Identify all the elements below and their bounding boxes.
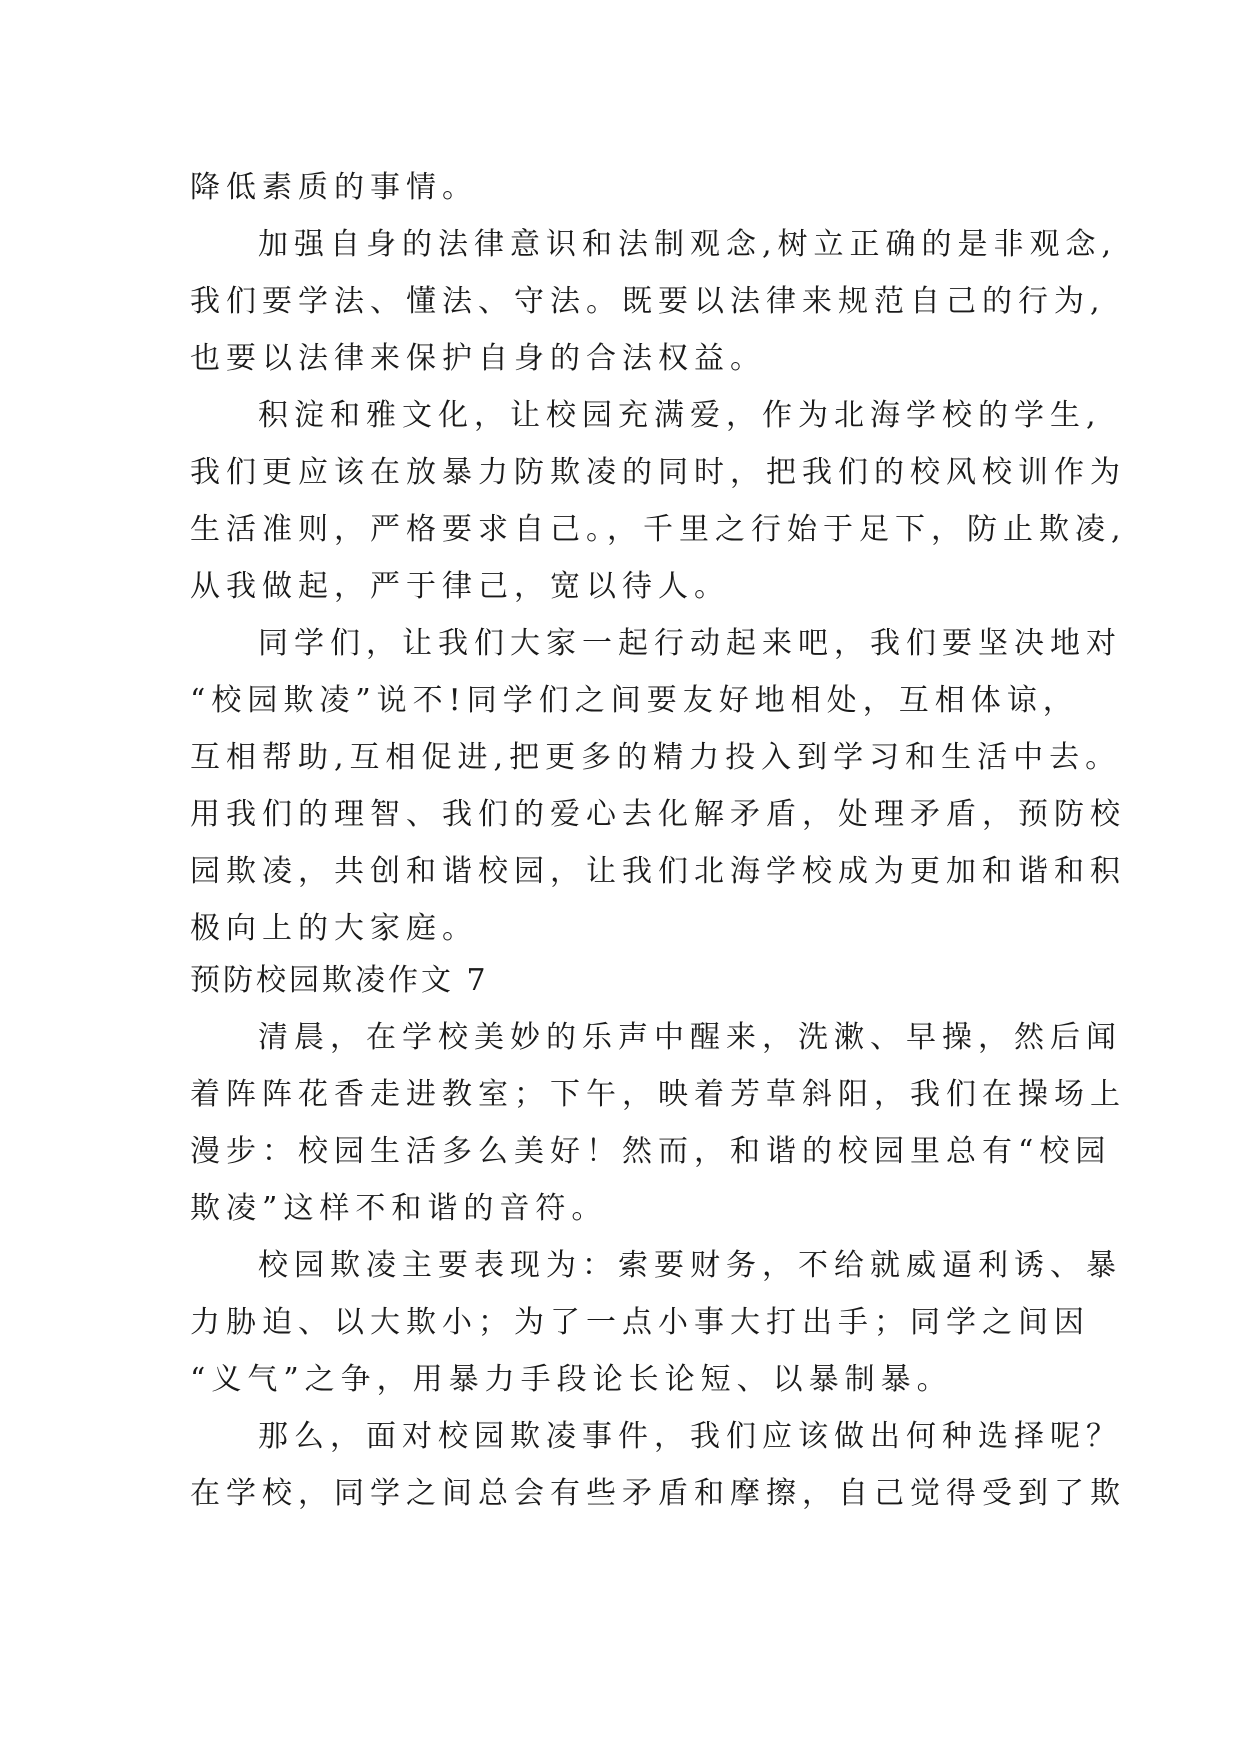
paragraph-first-line: 同学们，让我们大家一起行动起来吧，我们要坚决地对 [258, 626, 1122, 661]
text-line: 园欺凌，共创和谐校园，让我们北海学校成为更加和谐和积 [190, 854, 1126, 889]
paragraph-first-line: 清晨，在学校美妙的乐声中醒来，洗漱、早操，然后闻 [258, 1020, 1122, 1055]
paragraph-first-line: 积淀和雅文化，让校园充满爱，作为北海学校的学生, [258, 398, 1102, 433]
text-line: 在学校，同学之间总会有些矛盾和摩擦，自己觉得受到了欺 [190, 1476, 1126, 1511]
text-line: 用我们的理智、我们的爱心去化解矛盾，处理矛盾，预防校 [190, 797, 1126, 832]
text-line: 降低素质的事情。 [190, 170, 478, 205]
text-line: 着阵阵花香走进教室；下午，映着芳草斜阳，我们在操场上 [190, 1077, 1126, 1112]
section-heading: 预防校园欺凌作文 7 [190, 963, 489, 998]
paragraph-first-line: 那么，面对校园欺凌事件，我们应该做出何种选择呢？ [258, 1419, 1122, 1454]
text-line: 也要以法律来保护自身的合法权益。 [190, 341, 766, 376]
text-line: 欺凌”这样不和谐的音符。 [190, 1191, 608, 1226]
text-line: 互相帮助,互相促进,把更多的精力投入到学习和生活中去。 [190, 740, 1122, 775]
paragraph-first-line: 加强自身的法律意识和法制观念,树立正确的是非观念, [258, 227, 1118, 262]
text-line: 力胁迫、以大欺小；为了一点小事大打出手；同学之间因 [190, 1305, 1090, 1340]
text-line: “义气”之争，用暴力手段论长论短、以暴制暴。 [190, 1362, 953, 1397]
text-line: 生活准则，严格要求自己。，千里之行始于足下，防止欺凌, [190, 512, 1127, 547]
paragraph-first-line: 校园欺凌主要表现为：索要财务，不给就威逼利诱、暴 [258, 1248, 1122, 1283]
text-line: 极向上的大家庭。 [190, 911, 478, 946]
text-line: “校园欺凌”说不!同学们之间要友好地相处，互相体谅， [190, 683, 1079, 718]
text-line: 从我做起，严于律己，宽以待人。 [190, 569, 730, 604]
text-line: 我们更应该在放暴力防欺凌的同时，把我们的校风校训作为 [190, 455, 1126, 490]
text-line: 漫步：校园生活多么美好！然而，和谐的校园里总有“校园 [190, 1134, 1112, 1169]
text-line: 我们要学法、懂法、守法。既要以法律来规范自己的行为, [190, 284, 1106, 319]
